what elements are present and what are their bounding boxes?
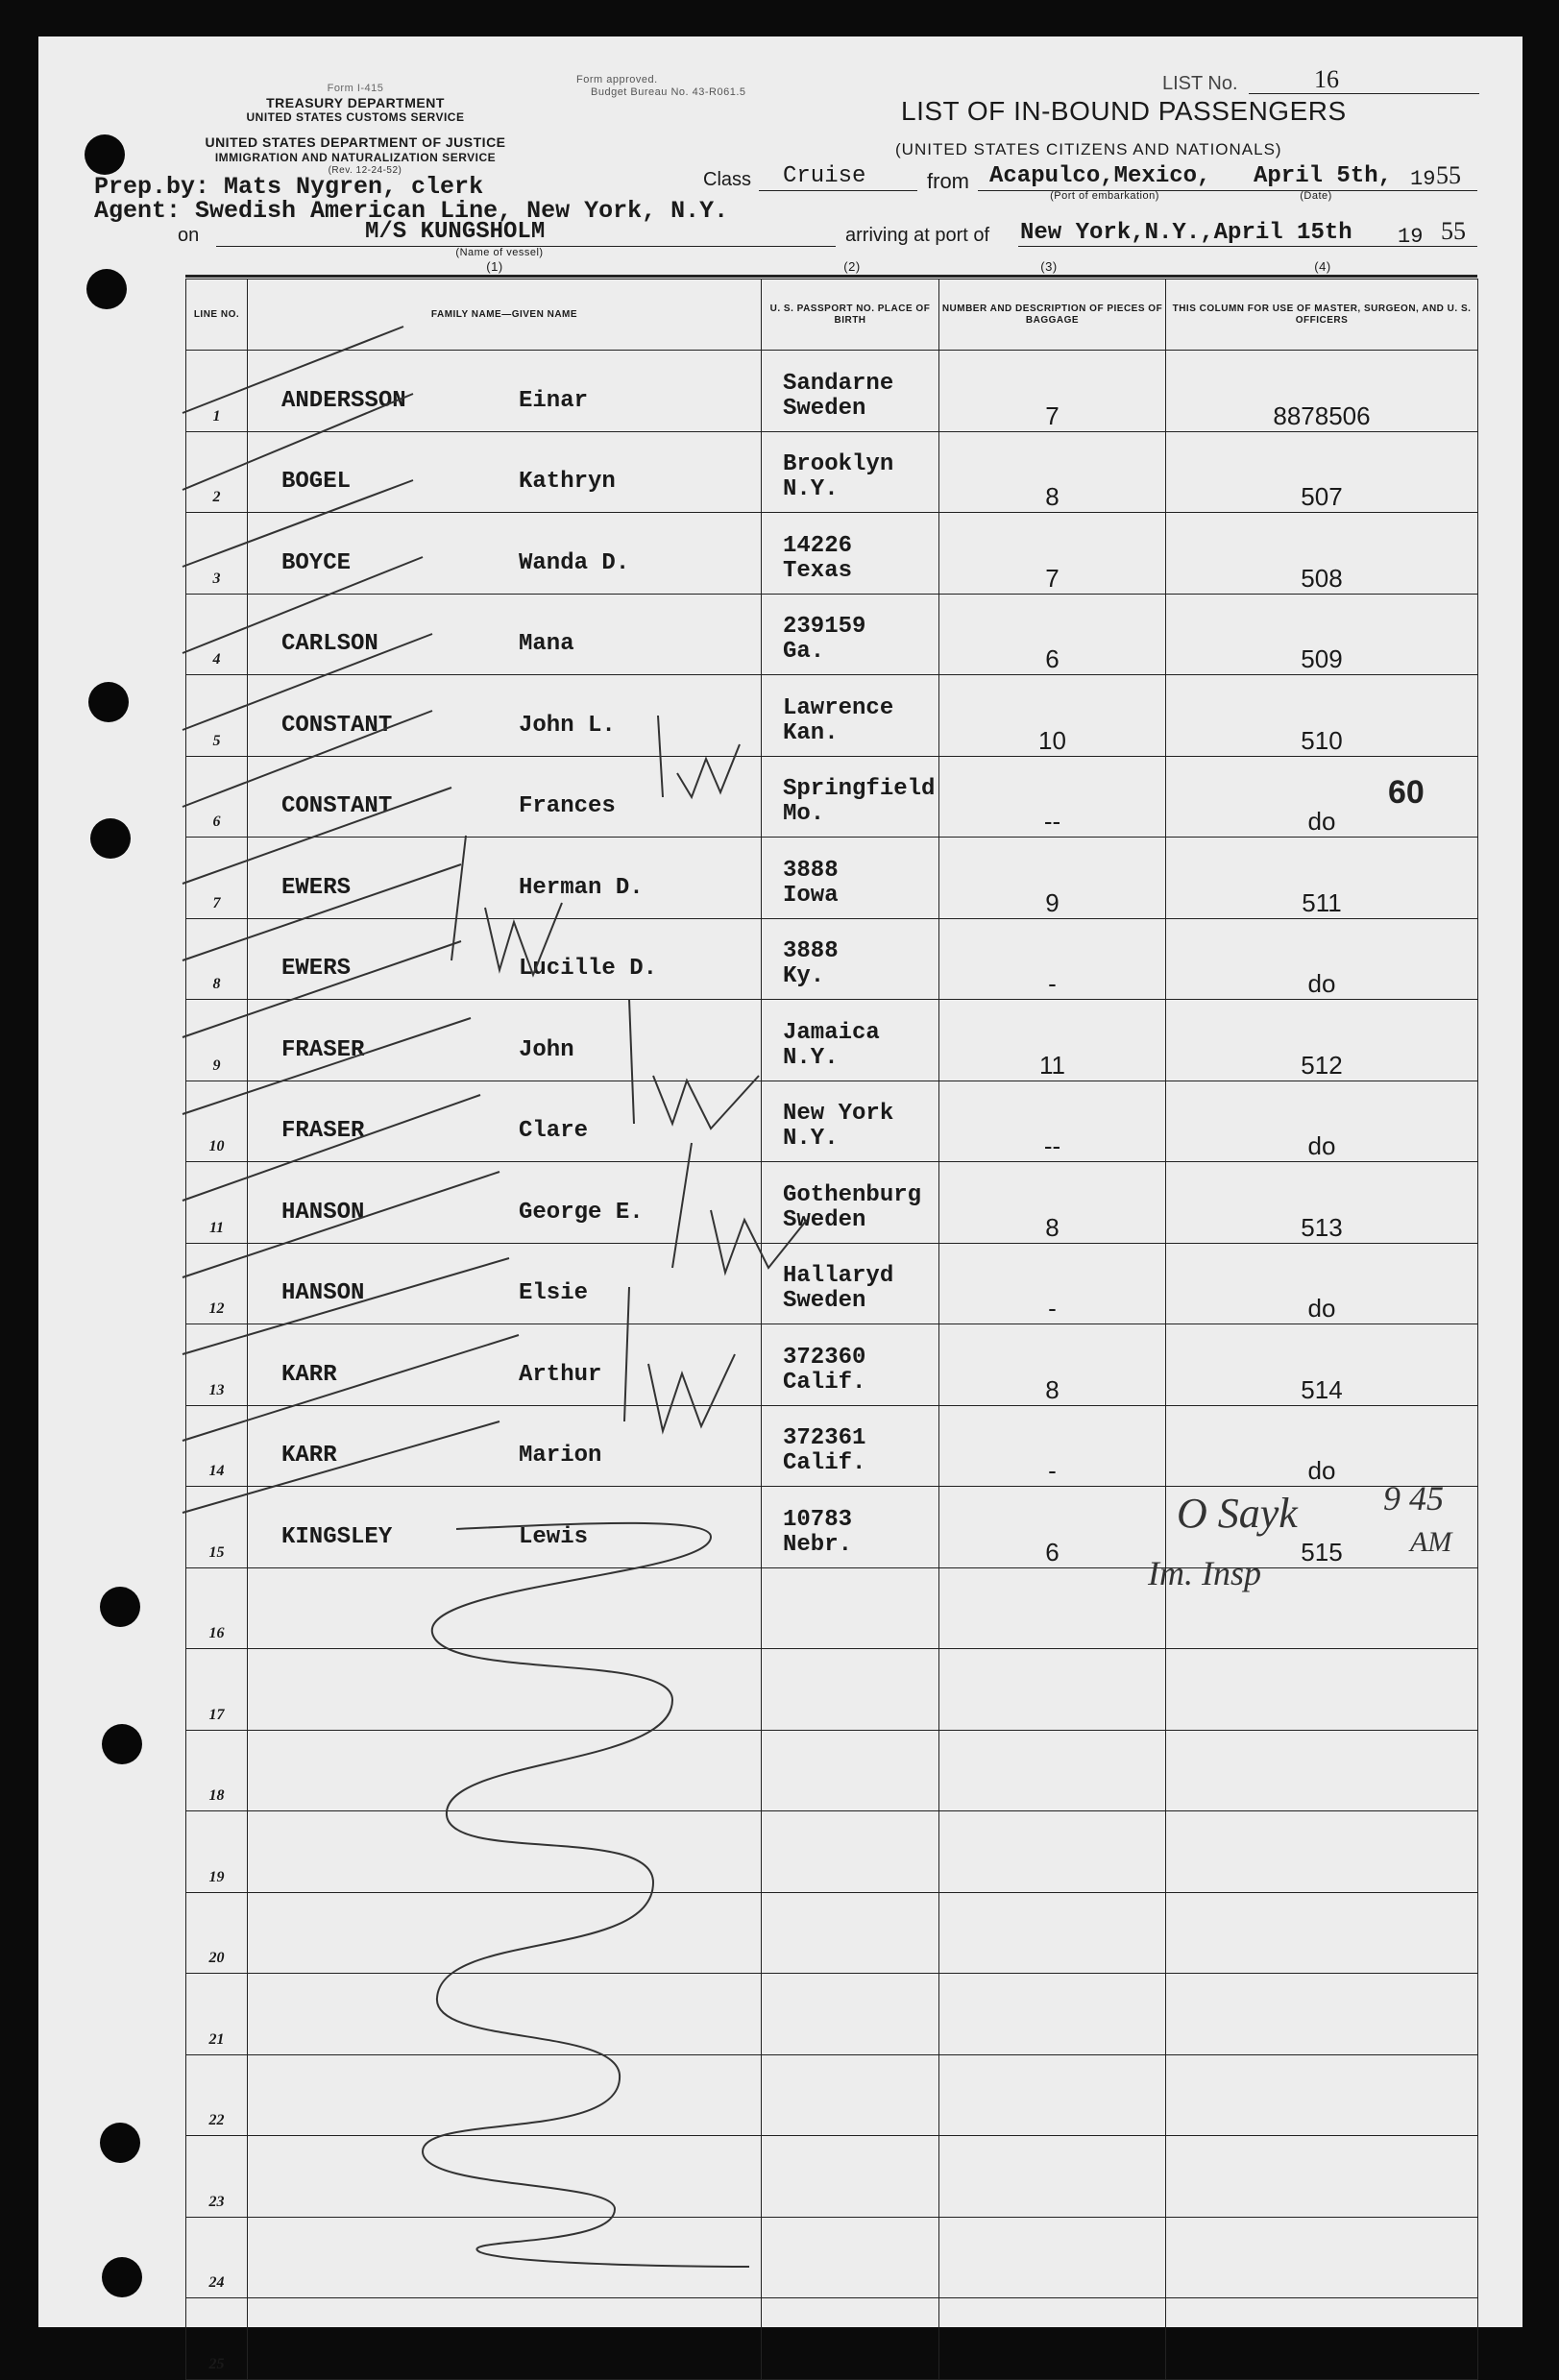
treasury-dept: TREASURY DEPARTMENT <box>266 95 445 110</box>
table-row <box>186 756 1478 838</box>
family-name: ANDERSSON <box>281 387 406 414</box>
passport-cell <box>762 1730 939 1811</box>
passport-cell <box>762 1811 939 1893</box>
family-name: EWERS <box>281 956 352 982</box>
list-number: 16 <box>1314 65 1339 93</box>
family-name: CONSTANT <box>281 712 393 739</box>
line-number: 13 <box>186 1324 248 1406</box>
passport-cell <box>762 513 939 595</box>
passport-line1: Brooklyn <box>783 451 894 477</box>
family-name: KARR <box>281 1443 337 1469</box>
passport-line2: Calif. <box>783 1369 866 1396</box>
passport-cell <box>762 351 939 432</box>
baggage-count <box>939 1974 1166 2055</box>
passport-line2: Sweden <box>783 1288 866 1314</box>
name-cell <box>248 1487 762 1568</box>
name-cell <box>248 2217 762 2298</box>
passport-cell <box>762 1081 939 1162</box>
table-row <box>186 513 1478 595</box>
vessel-name: M/S KUNGSHOLM <box>365 219 546 245</box>
passport-cell <box>762 838 939 919</box>
table-row <box>186 1892 1478 1974</box>
table-row <box>186 1000 1478 1081</box>
from-value: Acapulco,Mexico, <box>989 163 1211 189</box>
name-cell <box>248 1081 762 1162</box>
name-cell <box>248 1811 762 1893</box>
officer-entry: 515 <box>1166 1487 1478 1568</box>
passport-cell <box>762 1243 939 1324</box>
side-number: 60 <box>1388 774 1425 811</box>
officer-entry <box>1166 2298 1478 2380</box>
departure-year-prefix: 19 <box>1410 167 1436 191</box>
passport-cell <box>762 594 939 675</box>
officer-entry: 514 <box>1166 1324 1478 1406</box>
line-number: 6 <box>186 756 248 838</box>
given-name: Wanda D. <box>519 549 630 576</box>
col-2-label: (2) <box>843 259 861 274</box>
table-row <box>186 2136 1478 2218</box>
family-name: HANSON <box>281 1199 365 1226</box>
baggage-count: 7 <box>939 513 1166 595</box>
name-cell <box>248 594 762 675</box>
line-number: 21 <box>186 1974 248 2055</box>
name-cell <box>248 2298 762 2380</box>
line-number: 7 <box>186 838 248 919</box>
table-row <box>186 1974 1478 2055</box>
baggage-count: 6 <box>939 594 1166 675</box>
line-number: 8 <box>186 918 248 1000</box>
list-no-label: LIST No. <box>1162 73 1238 94</box>
officer-entry: do <box>1166 1405 1478 1487</box>
name-cell <box>248 1974 762 2055</box>
table-row <box>186 1324 1478 1406</box>
passport-line1: 10783 <box>783 1506 853 1533</box>
family-name: HANSON <box>281 1280 365 1306</box>
line-number: 2 <box>186 431 248 513</box>
passport-line2: Kan. <box>783 719 839 746</box>
officer-entry <box>1166 1567 1478 1649</box>
given-name: George E. <box>519 1199 644 1226</box>
passport-line2: Sweden <box>783 395 866 422</box>
name-cell <box>248 2054 762 2136</box>
officer-entry: 513 <box>1166 1162 1478 1244</box>
name-cell <box>248 1000 762 1081</box>
name-cell <box>248 1892 762 1974</box>
baggage-count: 8 <box>939 1162 1166 1244</box>
passport-cell <box>762 756 939 838</box>
header-name: FAMILY NAME—GIVEN NAME <box>248 279 762 351</box>
binder-hole <box>100 1587 140 1627</box>
passport-line2: Ga. <box>783 639 825 665</box>
officer-entry: do <box>1166 1243 1478 1324</box>
passport-line2: Ky. <box>783 963 825 989</box>
class-label: Class <box>703 169 752 190</box>
line-number: 16 <box>186 1567 248 1649</box>
line-number: 25 <box>186 2298 248 2380</box>
table-row <box>186 1811 1478 1893</box>
officer-entry: 508 <box>1166 513 1478 595</box>
name-cell <box>248 1243 762 1324</box>
binder-hole <box>90 818 131 859</box>
binder-hole <box>102 1724 142 1764</box>
header-line-no: LINE NO. <box>186 279 248 351</box>
passport-cell <box>762 2054 939 2136</box>
line-number: 18 <box>186 1730 248 1811</box>
baggage-count: - <box>939 918 1166 1000</box>
passport-line1: 3888 <box>783 857 839 884</box>
officer-entry <box>1166 2054 1478 2136</box>
page-subtitle: (UNITED STATES CITIZENS AND NATIONALS) <box>895 140 1282 158</box>
baggage-count <box>939 2217 1166 2298</box>
passport-line1: Springfield <box>783 776 936 802</box>
passport-line2: Mo. <box>783 801 825 827</box>
given-name: Arthur <box>519 1361 602 1388</box>
name-cell <box>248 1162 762 1244</box>
port-caption: (Port of embarkation) <box>1050 190 1159 202</box>
table-row <box>186 1243 1478 1324</box>
passport-cell <box>762 1567 939 1649</box>
passport-line1: 14226 <box>783 532 853 559</box>
line-number: 23 <box>186 2136 248 2218</box>
officer-entry: 510 <box>1166 675 1478 757</box>
line-number: 20 <box>186 1892 248 1974</box>
passport-line2: N.Y. <box>783 1044 839 1071</box>
passport-cell <box>762 1974 939 2055</box>
line-number: 3 <box>186 513 248 595</box>
name-cell <box>248 918 762 1000</box>
passport-cell <box>762 2298 939 2380</box>
vessel-caption: (Name of vessel) <box>455 247 544 258</box>
passport-cell <box>762 2217 939 2298</box>
family-name: EWERS <box>281 874 352 901</box>
passport-cell <box>762 675 939 757</box>
passport-cell <box>762 1162 939 1244</box>
passport-line1: 372360 <box>783 1344 866 1371</box>
table-row <box>186 594 1478 675</box>
given-name: Clare <box>519 1118 589 1144</box>
given-name: Herman D. <box>519 874 644 901</box>
inspector-signature: O Sayk <box>1177 1490 1298 1537</box>
baggage-count: 8 <box>939 431 1166 513</box>
arrival-year: 55 <box>1441 217 1466 245</box>
passport-line2: Iowa <box>783 882 839 909</box>
table-row <box>186 1162 1478 1244</box>
departure-date: April 5th, <box>1254 163 1393 189</box>
arrival-year-prefix: 19 <box>1398 225 1424 249</box>
passport-cell <box>762 1324 939 1406</box>
binder-hole <box>88 682 129 722</box>
family-name: CONSTANT <box>281 793 393 819</box>
top-rule <box>185 275 1477 278</box>
given-name: Lewis <box>519 1523 589 1550</box>
passport-cell <box>762 1649 939 1731</box>
passport-line2: N.Y. <box>783 1126 839 1152</box>
passport-line1: Lawrence <box>783 694 894 721</box>
family-name: BOGEL <box>281 469 352 495</box>
line-number: 15 <box>186 1487 248 1568</box>
line-number: 9 <box>186 1000 248 1081</box>
name-cell <box>248 1405 762 1487</box>
table-row <box>186 431 1478 513</box>
line-number: 5 <box>186 675 248 757</box>
passport-cell <box>762 1405 939 1487</box>
baggage-count <box>939 1730 1166 1811</box>
baggage-count: - <box>939 1243 1166 1324</box>
line-number: 22 <box>186 2054 248 2136</box>
passport-line2: Sweden <box>783 1206 866 1233</box>
table-row <box>186 1081 1478 1162</box>
officer-entry <box>1166 1974 1478 2055</box>
line-number: 12 <box>186 1243 248 1324</box>
officer-entry: do <box>1166 756 1478 838</box>
officer-entry <box>1166 1892 1478 1974</box>
given-name: Einar <box>519 387 589 414</box>
table-row <box>186 1567 1478 1649</box>
baggage-count <box>939 2054 1166 2136</box>
revision: (Rev. 12-24-52) <box>328 165 402 176</box>
name-cell <box>248 431 762 513</box>
line-number: 11 <box>186 1162 248 1244</box>
baggage-count <box>939 2136 1166 2218</box>
name-cell <box>248 351 762 432</box>
given-name: Marion <box>519 1443 602 1469</box>
form-approved: Form approved. <box>576 74 658 85</box>
family-name: FRASER <box>281 1036 365 1063</box>
officer-entry <box>1166 1649 1478 1731</box>
passenger-table <box>185 279 1478 2380</box>
baggage-count <box>939 1811 1166 1893</box>
passport-line1: Sandarne <box>783 370 894 397</box>
table-row <box>186 1405 1478 1487</box>
departure-year: 55 <box>1436 161 1461 189</box>
officer-entry: 8878506 <box>1166 351 1478 432</box>
passport-line2: Texas <box>783 557 853 584</box>
name-cell <box>248 675 762 757</box>
header-passport: U. S. PASSPORT NO. PLACE OF BIRTH <box>762 279 939 351</box>
line-number: 1 <box>186 351 248 432</box>
from-label: from <box>927 169 969 193</box>
preparer-line: Prep.by: Mats Nygren, clerk <box>94 173 484 201</box>
customs-service: UNITED STATES CUSTOMS SERVICE <box>246 110 465 124</box>
baggage-count: -- <box>939 1081 1166 1162</box>
passport-cell <box>762 1000 939 1081</box>
col-4-label: (4) <box>1314 259 1331 274</box>
given-name: Elsie <box>519 1280 589 1306</box>
name-cell <box>248 1730 762 1811</box>
table-row <box>186 1730 1478 1811</box>
given-name: Mana <box>519 631 574 657</box>
name-cell <box>248 1649 762 1731</box>
inspection-ampm: AM <box>1410 1526 1452 1558</box>
officer-entry: do <box>1166 918 1478 1000</box>
table-row <box>186 351 1478 432</box>
table-row <box>186 2054 1478 2136</box>
ins-service: IMMIGRATION AND NATURALIZATION SERVICE <box>214 151 497 164</box>
officer-entry: 509 <box>1166 594 1478 675</box>
name-cell <box>248 756 762 838</box>
baggage-count: 8 <box>939 1324 1166 1406</box>
given-name: John <box>519 1036 574 1063</box>
baggage-count: 10 <box>939 675 1166 757</box>
baggage-count: 11 <box>939 1000 1166 1081</box>
family-name: FRASER <box>281 1118 365 1144</box>
officer-entry <box>1166 1811 1478 1893</box>
arriving-label: arriving at port of <box>845 225 990 246</box>
family-name: KARR <box>281 1361 337 1388</box>
baggage-count: - <box>939 1405 1166 1487</box>
passport-cell <box>762 918 939 1000</box>
passport-line2: Calif. <box>783 1450 866 1476</box>
passport-line2: Nebr. <box>783 1531 853 1558</box>
table-row <box>186 838 1478 919</box>
baggage-count <box>939 1567 1166 1649</box>
given-name: Frances <box>519 793 616 819</box>
officer-entry <box>1166 2136 1478 2218</box>
budget-bureau: Budget Bureau No. 43-R061.5 <box>591 86 746 98</box>
officer-entry: 512 <box>1166 1000 1478 1081</box>
passport-line1: Hallaryd <box>783 1263 894 1289</box>
date-caption: (Date) <box>1300 190 1332 202</box>
passport-line1: New York <box>783 1101 894 1127</box>
baggage-count <box>939 1649 1166 1731</box>
list-no-underline <box>1249 93 1479 94</box>
page-title: LIST OF IN-BOUND PASSENGERS <box>901 96 1347 126</box>
officer-entry: 507 <box>1166 431 1478 513</box>
name-cell <box>248 838 762 919</box>
name-cell <box>248 1567 762 1649</box>
line-number: 24 <box>186 2217 248 2298</box>
table-row <box>186 1487 1478 1568</box>
baggage-count: 6 <box>939 1487 1166 1568</box>
line-number: 10 <box>186 1081 248 1162</box>
inspector-title: Im. Insp <box>1148 1554 1261 1592</box>
header-officers: THIS COLUMN FOR USE OF MASTER, SURGEON, AND U. S. OFFICERS <box>1166 279 1478 351</box>
officer-entry: do <box>1166 1081 1478 1162</box>
passport-line1: 239159 <box>783 614 866 640</box>
passport-line1: Gothenburg <box>783 1181 922 1208</box>
table-row <box>186 2298 1478 2380</box>
family-name: CARLSON <box>281 631 378 657</box>
arrival-value: New York,N.Y.,April 15th <box>1020 220 1352 246</box>
passport-line1: Jamaica <box>783 1019 880 1046</box>
given-name: John L. <box>519 712 616 739</box>
family-name: BOYCE <box>281 549 352 576</box>
agent-line: Agent: Swedish American Line, New York, N.Y. <box>94 197 729 225</box>
passport-line1: 372361 <box>783 1425 866 1451</box>
justice-dept: UNITED STATES DEPARTMENT OF JUSTICE <box>205 134 506 150</box>
class-value: Cruise <box>783 163 866 189</box>
given-name: Lucille D. <box>519 956 658 982</box>
binder-hole <box>86 269 127 309</box>
given-name: Kathryn <box>519 469 616 495</box>
name-cell <box>248 513 762 595</box>
table-row <box>186 1649 1478 1731</box>
class-underline <box>759 190 917 191</box>
passport-cell <box>762 1892 939 1974</box>
passport-cell <box>762 2136 939 2218</box>
passport-line2: N.Y. <box>783 476 839 502</box>
line-number: 4 <box>186 594 248 675</box>
baggage-count <box>939 1892 1166 1974</box>
arrival-underline <box>1018 246 1477 247</box>
binder-hole <box>102 2257 142 2297</box>
family-name: KINGSLEY <box>281 1523 393 1550</box>
table-row <box>186 918 1478 1000</box>
table-row <box>186 675 1478 757</box>
baggage-count: -- <box>939 756 1166 838</box>
binder-hole <box>100 2123 140 2163</box>
passport-cell <box>762 1487 939 1568</box>
baggage-count: 9 <box>939 838 1166 919</box>
officer-entry <box>1166 2217 1478 2298</box>
baggage-count <box>939 2298 1166 2380</box>
line-number: 17 <box>186 1649 248 1731</box>
col-3-label: (3) <box>1040 259 1058 274</box>
table-row <box>186 2217 1478 2298</box>
name-cell <box>248 1324 762 1406</box>
inspection-time: 9 45 <box>1383 1479 1444 1518</box>
col-1-label: (1) <box>486 259 503 274</box>
passport-cell <box>762 431 939 513</box>
line-number: 14 <box>186 1405 248 1487</box>
form-number: Form I-415 <box>327 83 384 94</box>
baggage-count: 7 <box>939 351 1166 432</box>
officer-entry: 511 <box>1166 838 1478 919</box>
passport-line1: 3888 <box>783 938 839 964</box>
line-number: 19 <box>186 1811 248 1893</box>
on-label: on <box>178 225 200 246</box>
binder-hole <box>85 134 125 175</box>
header-baggage: NUMBER AND DESCRIPTION OF PIECES OF BAGGAGE <box>939 279 1166 351</box>
name-cell <box>248 2136 762 2218</box>
officer-entry <box>1166 1730 1478 1811</box>
